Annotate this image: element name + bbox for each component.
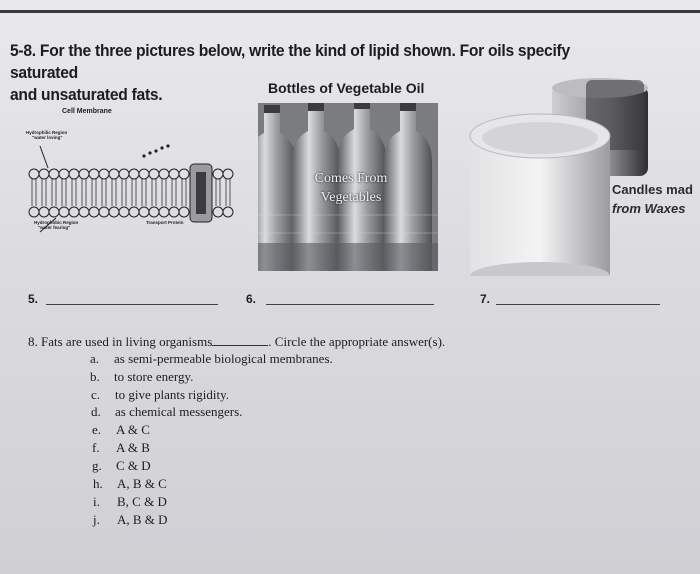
candle-caption: Candles mad from Waxes [612, 182, 693, 216]
membrane-label-protein: Transport Protein [146, 220, 184, 225]
option-e[interactable]: e. A & C [92, 422, 150, 437]
q5-label: 5. [28, 292, 39, 306]
option-a[interactable]: a. as semi-permeable biological membranes. [90, 351, 333, 366]
candle-photo [456, 76, 700, 276]
option-h[interactable]: h. A, B & C [93, 476, 167, 491]
vegetable-oil-photo [258, 103, 438, 271]
top-rule [0, 10, 700, 13]
option-c[interactable]: c. to give plants rigidity. [91, 387, 229, 402]
q5-answer-blank[interactable] [46, 304, 218, 305]
instructions-line-1: 5-8. For the three pictures below, write the kind of lipid shown. For oils specify saturated [10, 41, 570, 82]
option-i[interactable]: i. B, C & D [93, 494, 167, 509]
question-8-prompt: 8. Fats are used in living organisms . Circle the appropriate answer(s). [28, 334, 446, 349]
membrane-label-hydrophobic: Hydrophobic Region "water fearing" [34, 220, 79, 230]
q7-answer-blank[interactable] [496, 304, 660, 305]
q6-answer-blank[interactable] [266, 304, 434, 305]
option-f[interactable]: f. A & B [92, 440, 150, 455]
option-g[interactable]: g. C & D [92, 458, 151, 473]
candles-illustration [456, 76, 700, 276]
bottles-heading: Bottles of Vegetable Oil [268, 80, 425, 96]
option-b[interactable]: b. to store energy. [90, 369, 194, 384]
q7-label: 7. [480, 292, 491, 306]
membrane-title: Cell Membrane [62, 108, 112, 115]
option-d[interactable]: d. as chemical messengers. [91, 404, 243, 419]
cell-membrane-figure [26, 108, 236, 238]
bottles-caption: Comes From Vegetables [314, 171, 388, 205]
q6-label: 6. [246, 292, 257, 306]
q8-answer-blank[interactable] [212, 333, 268, 346]
option-j[interactable]: j. A, B & D [93, 512, 168, 527]
instructions-line-2: and unsaturated fats. [10, 85, 163, 104]
membrane-label-hydrophilic: Hydrophilic Region "water loving" [26, 130, 68, 140]
